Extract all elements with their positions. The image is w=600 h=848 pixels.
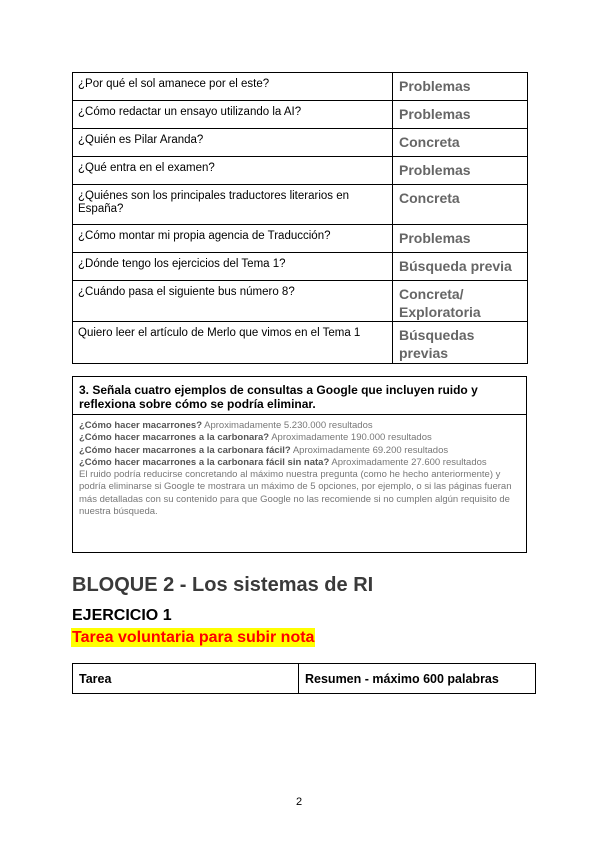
- highlighted-task-note: Tarea voluntaria para subir nota: [72, 629, 315, 646]
- example-query-results: Aproximadamente 5.230.000 resultados: [202, 420, 373, 431]
- example-query-text: ¿Cómo hacer macarrones a la carbonara fácil sin nata?: [79, 456, 330, 468]
- example-query: [79, 420, 520, 432]
- query-text: ¿Cómo montar mi propia agencia de Traducción?: [73, 225, 393, 253]
- example-query-text: ¿Cómo hacer macarrones a la carbonara?: [79, 432, 270, 444]
- example-query-results: Aproximadamente 27.600 resultados: [329, 456, 487, 468]
- table-row: [73, 281, 528, 322]
- query-category: Búsqueda previa: [393, 253, 528, 281]
- query-category: Problemas: [393, 101, 528, 129]
- query-category: Problemas: [393, 157, 528, 185]
- example-query: [79, 457, 520, 469]
- query-text: ¿Por qué el sol amanece por el este?: [73, 73, 393, 101]
- example-query: [79, 432, 520, 444]
- query-text: ¿Cómo redactar un ensayo utilizando la AI?: [73, 101, 393, 129]
- query-text: ¿Quién es Pilar Aranda?: [73, 129, 393, 157]
- exercise-3-box: [72, 376, 527, 553]
- page-number: 2: [296, 796, 303, 808]
- task-table-header-tarea: Tarea: [73, 664, 299, 694]
- exercise-title: EJERCICIO 1: [72, 607, 172, 624]
- exercise-3-answer: [73, 415, 526, 518]
- query-text: ¿Dónde tengo los ejercicios del Tema 1?: [73, 253, 393, 281]
- query-category: Concreta: [393, 129, 528, 157]
- section-title: BLOQUE 2 - Los sistemas de RI: [72, 574, 374, 596]
- table-row: [73, 253, 528, 281]
- query-category: Concreta: [393, 185, 528, 225]
- example-query-text: ¿Cómo hacer macarrones?: [79, 420, 203, 431]
- example-query-text: ¿Cómo hacer macarrones a la carbonara fácil?: [79, 444, 291, 456]
- query-category: Problemas: [393, 73, 528, 101]
- query-category: Búsquedas previas: [393, 322, 528, 364]
- query-text: ¿Quiénes son los principales traductores literarios en España?: [73, 185, 393, 225]
- table-row: [73, 129, 528, 157]
- table-row: [73, 322, 528, 364]
- task-table-header-resumen: Resumen - máximo 600 palabras: [299, 664, 536, 694]
- query-category: Concreta/ Exploratoria: [393, 281, 528, 322]
- table-row: [73, 185, 528, 225]
- query-classification-table: [72, 72, 528, 364]
- example-query-results: Aproximadamente 190.000 resultados: [269, 432, 432, 444]
- query-category: Problemas: [393, 225, 528, 253]
- query-text: ¿Qué entra en el examen?: [73, 157, 393, 185]
- task-table: [72, 663, 536, 694]
- table-row: [73, 157, 528, 185]
- query-text: ¿Cuándo pasa el siguiente bus número 8?: [73, 281, 393, 322]
- exercise-3-reflection: El ruido podría reducirse concretando al máximo nuestra pregunta (como he hecho anteriormente) y podría eliminarse si Google te mostrara un máximo de 5 opciones, por ejemplo, o si las páginas fueran más detalladas con su contenido para que Google no las recomiende si no cumplen algún requisito de nuestra búsqueda.: [79, 469, 512, 518]
- table-row: [73, 101, 528, 129]
- example-query: [79, 445, 520, 457]
- example-query-results: Aproximadamente 69.200 resultados: [290, 444, 449, 456]
- table-row: [73, 73, 528, 101]
- query-text: Quiero leer el artículo de Merlo que vimos en el Tema 1: [73, 322, 393, 364]
- table-row: [73, 225, 528, 253]
- exercise-3-heading: 3. Señala cuatro ejemplos de consultas a Google que incluyen ruido y reflexiona sobre cómo se podría eliminar.: [73, 377, 526, 415]
